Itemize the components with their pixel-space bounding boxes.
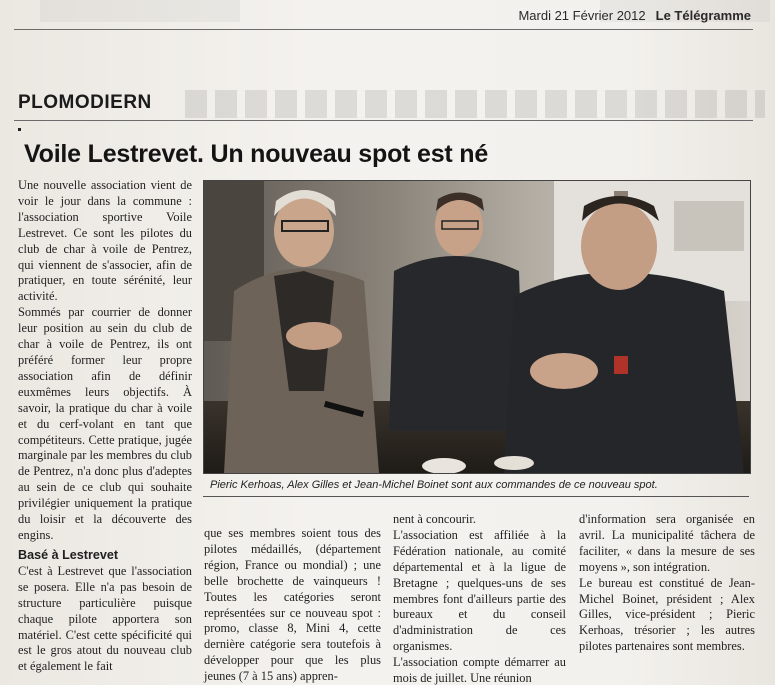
bleed-through-section [185, 90, 765, 118]
publication-name: Le Télégramme [655, 8, 751, 23]
paragraph: Une nouvelle association vient de voir le jour dans la commune : l'association sportive Voile Lestrevet. Ce sont les pilotes du club de char à voile de Pentrez, qui viennent de s'associer, afin de pratiquer, en toute sérénité, leur activité. [18, 178, 192, 304]
paragraph: L'association compte démarrer au mois de juillet. Une réunion [393, 655, 566, 685]
masthead [518, 8, 751, 23]
article-subhead: Basé à Lestrevet [18, 548, 119, 562]
article-column-4 [579, 512, 755, 655]
article-photo [203, 180, 751, 474]
masthead-rule [14, 29, 753, 30]
article-column-1 [18, 178, 192, 544]
paragraph: C'est à Lestrevet que l'association se posera. Elle n'a pas besoin de structure particulière puisque chaque pilote apportera son matériel. C'est cette spécificité qui est le gros atout du nouveau club et également le fait [18, 563, 192, 674]
paragraph: Sommés par courrier de donner leur position au sein du club de char à voile de Pentrez, ils ont préféré former leur propre association afin de définir euxmêmes leurs objectifs. À savoir, la pratique du char à voile et du cerf-volant en tant que compétiteurs. Cette pratique, jugée marginale par les membres du club de Pentrez, n'a donc plus d'adeptes au sein de ce club qui souhaite privilégier uniquement la pratique du loisir et la découverte des engins. [18, 305, 192, 542]
photo-caption: Pieric Kerhoas, Alex Gilles et Jean-Michel Boinet sont aux commandes de ce nouveau spot. [210, 479, 658, 491]
paragraph: L'association est affiliée à la Fédération nationale, au comité départemental et à la ligue de Bretagne ; quelques-uns de ses membres font d'ailleurs partie des bureaux et du conseil d'administration de ces organismes. [393, 527, 566, 654]
paragraph: que ses membres soient tous des pilotes médaillés, (département région, France ou mondial) ; une belle brochette de vainqueurs ! Toutes les catégories seront représentées sur ce nouveau spot : promo, classe 8, Mini 4, cette dernière catégorie sera toutefois à développer pour que les plus jeunes (7 à 15 ans) appren- [204, 526, 381, 684]
paragraph: d'information sera organisée en avril. La municipalité tâchera de faciliter, « dans la mesure de ses moyens », son intégration. [579, 512, 755, 574]
article-column-1-continued [18, 548, 192, 675]
article-column-2 [204, 526, 381, 685]
caption-rule [203, 496, 749, 497]
article-column-3 [393, 512, 566, 685]
bullet-mark [18, 128, 21, 131]
section-title: PLOMODIERN [18, 92, 152, 113]
paragraph: nent à concourir. [393, 512, 476, 526]
paragraph: Le bureau est constitué de Jean-Michel Boinet, président ; Alex Gilles, vice-président ; Pieric Kerhoas, trésorier ; les autres pilotes partenaires sont membres. [579, 575, 755, 654]
photo-illustration [204, 181, 750, 473]
issue-date: Mardi 21 Février 2012 [518, 8, 646, 23]
article-headline: Voile Lestrevet. Un nouveau spot est né [24, 140, 489, 168]
section-rule [14, 120, 753, 121]
